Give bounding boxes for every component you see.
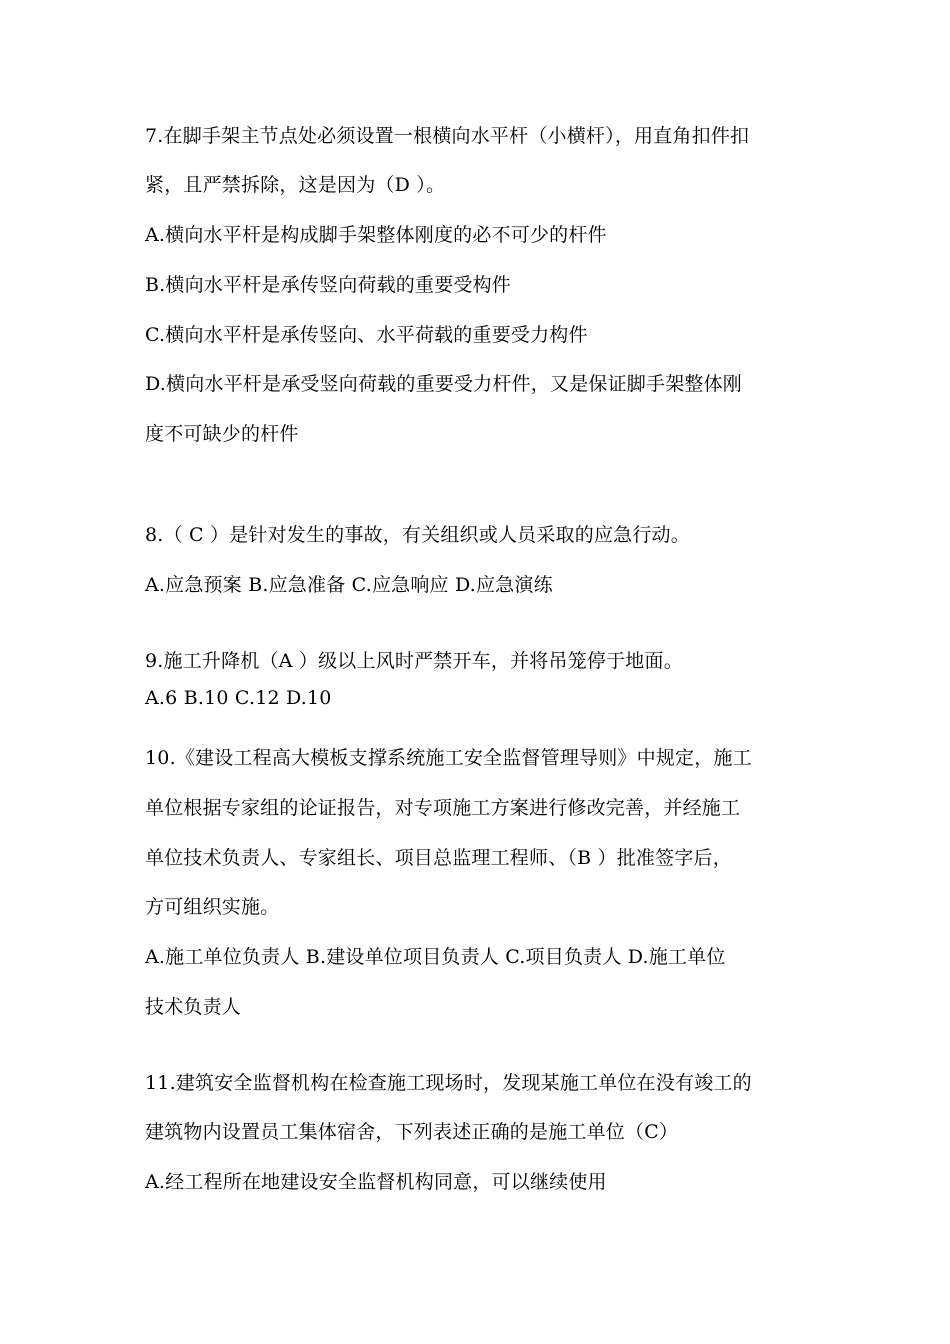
question-10-text-line-2: 单位根据专家组的论证报告，对专项施工方案进行修改完善，并经施工 — [145, 797, 741, 819]
question-7-option-d-line-2: 度不可缺少的杆件 — [145, 423, 299, 445]
question-9-text: 9.施工升降机（A ）级以上风时严禁开车，并将吊笼停于地面。 — [145, 650, 683, 672]
question-8-options: A.应急预案 B.应急准备 C.应急响应 D.应急演练 — [145, 574, 553, 596]
question-7-option-d-line-1: D.横向水平杆是承受竖向荷载的重要受力杆件，又是保证脚手架整体刚 — [145, 373, 742, 395]
question-10-text-line-1: 10.《建设工程高大模板支撑系统施工安全监督管理导则》中规定，施工 — [145, 747, 752, 769]
question-7-text-line-2: 紧，且严禁拆除，这是因为（D ）。 — [145, 174, 446, 196]
question-9-options: A.6 B.10 C.12 D.10 — [145, 687, 332, 709]
question-10-text-line-4: 方可组织实施。 — [145, 896, 280, 918]
question-7-option-a: A.横向水平杆是构成脚手架整体刚度的必不可少的杆件 — [145, 224, 607, 246]
question-11-option-a: A.经工程所在地建设安全监督机构同意，可以继续使用 — [145, 1171, 607, 1193]
question-7-text-line-1: 7.在脚手架主节点处必须设置一根横向水平杆（小横杆），用直角扣件扣 — [145, 125, 750, 147]
question-8-text: 8.（ C ）是针对发生的事故，有关组织或人员采取的应急行动。 — [145, 524, 690, 546]
question-7-option-b: B.横向水平杆是承传竖向荷载的重要受构件 — [145, 274, 512, 296]
question-10-options-line-1: A.施工单位负责人 B.建设单位项目负责人 C.项目负责人 D.施工单位 — [145, 946, 726, 968]
question-11-text-line-2: 建筑物内设置员工集体宿舍，下列表述正确的是施工单位（C） — [145, 1121, 679, 1143]
question-7-option-c: C.横向水平杆是承传竖向、水平荷载的重要受力构件 — [145, 324, 588, 346]
question-10-options-line-2: 技术负责人 — [145, 996, 242, 1018]
question-10-text-line-3: 单位技术负责人、专家组长、项目总监理工程师、（B ）批准签字后， — [145, 847, 732, 869]
question-11-text-line-1: 11.建筑安全监督机构在检查施工现场时，发现某施工单位在没有竣工的 — [145, 1072, 752, 1094]
